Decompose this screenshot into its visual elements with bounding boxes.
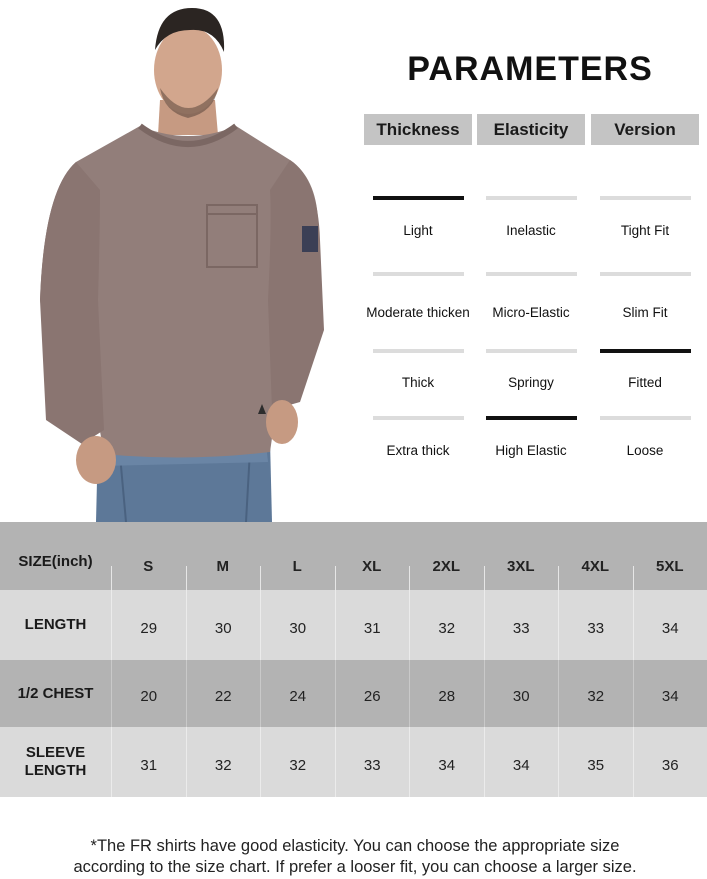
table-cell: 24 (260, 660, 335, 727)
table-row-length (0, 590, 707, 660)
table-cell: 32 (186, 727, 261, 797)
table-cell: 20 (111, 660, 186, 727)
level-label: Fitted (628, 375, 662, 390)
model-photo (0, 0, 360, 522)
level-bar-selected (486, 416, 577, 420)
table-cell: 30 (260, 590, 335, 660)
table-cell: 34 (484, 727, 559, 797)
level-label: Springy (508, 375, 554, 390)
level-bar (373, 272, 464, 276)
level-bar (373, 349, 464, 353)
level-bar-selected (600, 349, 691, 353)
size-s: S (111, 522, 186, 590)
level-bar (486, 349, 577, 353)
level-bar (600, 416, 691, 420)
table-cell: 32 (409, 590, 484, 660)
level-bar (373, 416, 464, 420)
size-5xl: 5XL (633, 522, 707, 590)
level-label: Extra thick (386, 443, 450, 458)
table-cell: 22 (186, 660, 261, 727)
footnote-line: *The FR shirts have good elasticity. You can choose the appropriate size (90, 837, 620, 855)
table-cell: 34 (633, 660, 707, 727)
level-bar (486, 196, 577, 200)
header-version: Version (591, 114, 699, 145)
size-m: M (186, 522, 261, 590)
table-cell: 36 (633, 727, 707, 797)
table-row-sleeve-length (0, 727, 707, 797)
level-label: Thick (401, 375, 435, 390)
level-label: Inelastic (506, 223, 556, 238)
size-xl: XL (335, 522, 410, 590)
level-bar (600, 196, 691, 200)
header-thickness: Thickness (364, 114, 472, 145)
table-cell: 32 (558, 660, 633, 727)
level-bar (600, 272, 691, 276)
table-cell: 30 (484, 660, 559, 727)
right-hand (266, 400, 298, 444)
level-label: Micro-Elastic (492, 305, 570, 320)
table-cell: 31 (111, 727, 186, 797)
size-header-row (0, 522, 707, 590)
size-header-label: SIZE(inch) (18, 553, 93, 570)
footnote-line: according to the size chart. If prefer a looser fit, you can choose a larger size. (73, 858, 637, 876)
table-cell: 30 (186, 590, 261, 660)
table-cell: 32 (260, 727, 335, 797)
table-cell: 33 (335, 727, 410, 797)
header-elasticity: Elasticity (477, 114, 585, 145)
left-hand (76, 436, 116, 484)
flag-patch (302, 226, 318, 252)
row-label-half-chest: 1/2 CHEST (17, 684, 94, 702)
table-row-half-chest (0, 660, 707, 727)
parameters-title: PARAMETERS (407, 50, 653, 88)
size-4xl: 4XL (558, 522, 633, 590)
level-label: Loose (626, 443, 664, 458)
size-l: L (260, 522, 335, 590)
size-chart-table (0, 522, 707, 797)
table-cell: 33 (558, 590, 633, 660)
size-3xl: 3XL (484, 522, 559, 590)
level-bar-selected (373, 196, 464, 200)
row-label-line: SLEEVE (25, 744, 86, 761)
table-cell: 28 (409, 660, 484, 727)
level-label: Moderate thicken (366, 305, 470, 320)
row-label-length: LENGTH (24, 616, 87, 633)
row-label-line: LENGTH (24, 762, 87, 779)
table-cell: 34 (409, 727, 484, 797)
table-cell: 31 (335, 590, 410, 660)
table-cell: 26 (335, 660, 410, 727)
row-label-sleeve-length (0, 727, 111, 797)
table-cell: 33 (484, 590, 559, 660)
size-footnote (10, 836, 700, 878)
level-label: High Elastic (495, 443, 567, 458)
size-2xl: 2XL (409, 522, 484, 590)
level-label: Light (403, 223, 433, 238)
table-cell: 34 (633, 590, 707, 660)
level-label: Slim Fit (622, 305, 668, 320)
table-cell: 35 (558, 727, 633, 797)
table-cell: 29 (111, 590, 186, 660)
level-label: Tight Fit (620, 223, 670, 238)
level-bar (486, 272, 577, 276)
